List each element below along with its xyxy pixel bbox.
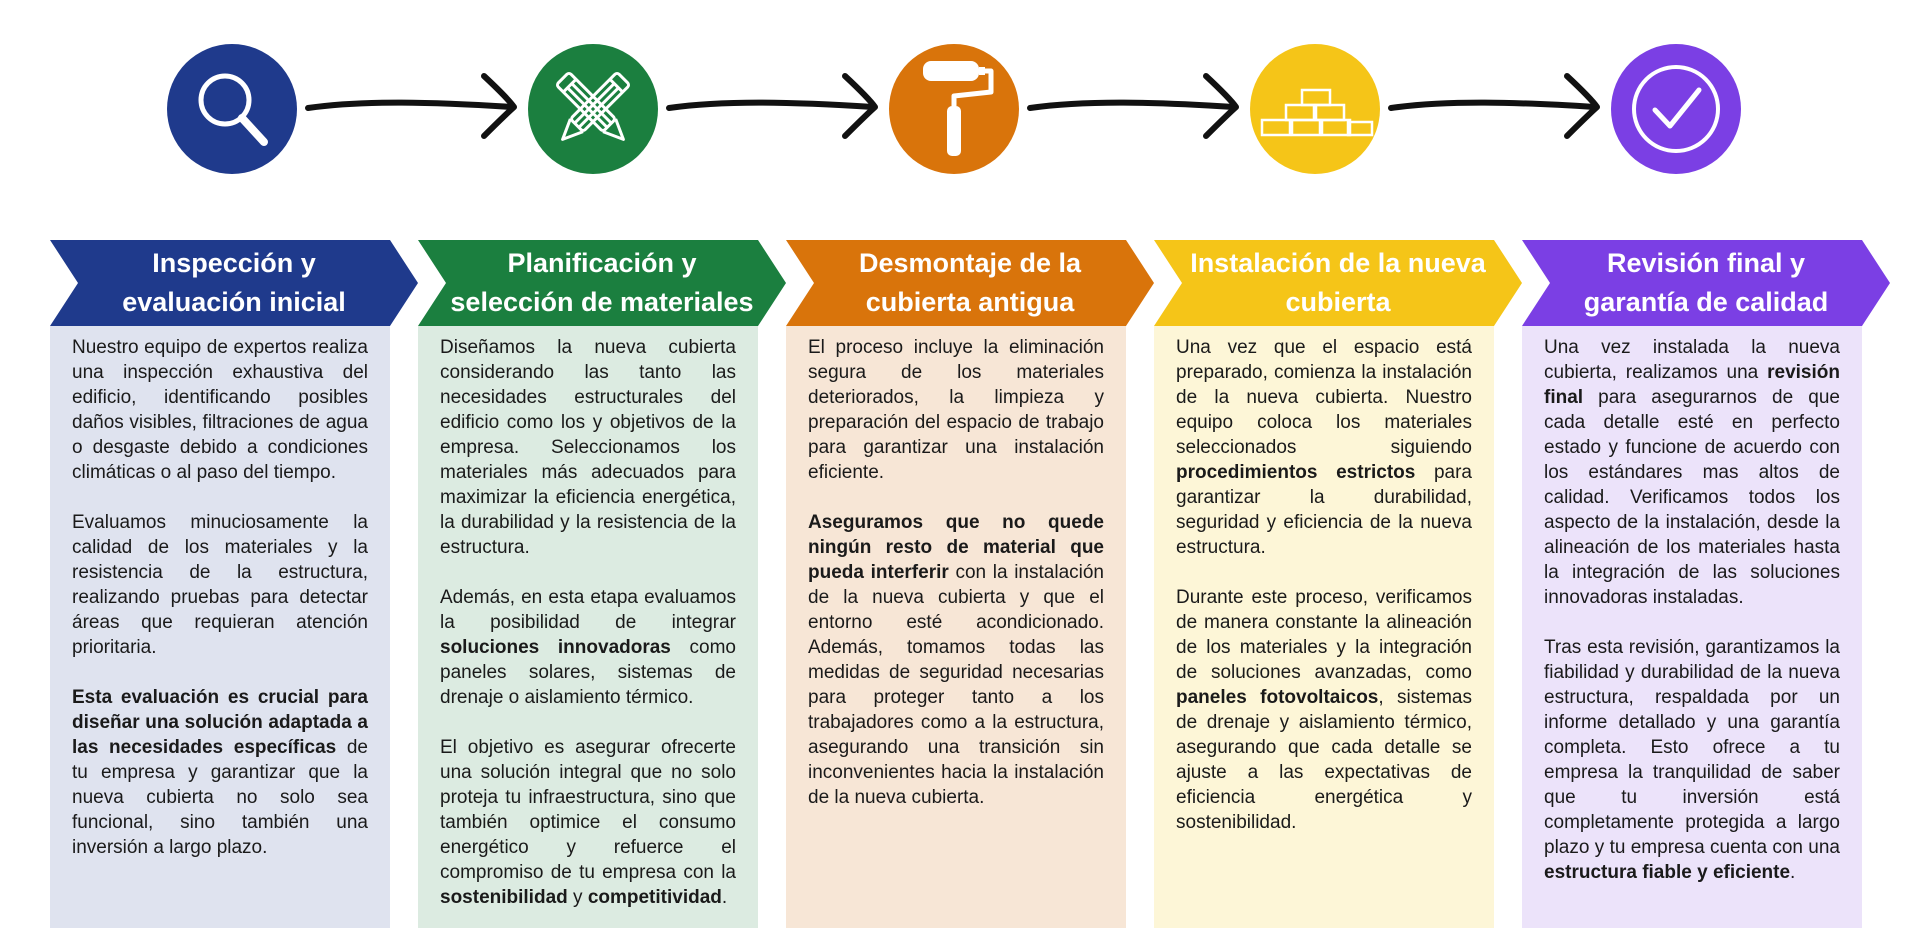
step-paragraph: Evaluamos minuciosamente la calidad de los materiales y la resistencia de la estructura, realizando pruebas para detectar áreas que requieran atención prioritaria. [72,512,368,658]
step-title: Planificación y selección de materiales [450,248,754,317]
arrow-right-icon [665,70,885,140]
step-paragraph: Esta evaluación es crucial para diseñar una solución adaptada a las necesidades específicas de tu empresa y garantizar que la nueva cubierta no solo sea funcional, sino también una inversión a largo plazo. [72,687,368,858]
step-header [1154,240,1522,326]
bricks-icon [1250,44,1380,174]
step-description [1154,326,1494,928]
step-description [50,326,390,928]
process-icon-row [0,0,1920,200]
step-paragraph: El objetivo es asegurar ofrecerte una solución integral que no solo proteja tu infraestructura, sino que también optimice el consumo energético y refuerce el compromiso de tu empresa con la sostenibilidad y competitividad. [440,737,736,908]
step-column [1522,240,1862,928]
step-header [50,240,418,326]
step-column [50,240,390,928]
step-description [786,326,1126,928]
step-paragraph: Diseñamos la nueva cubierta considerando las tanto las necesidades estructurales del edificio como los y objetivos de la empresa. Seleccionamos los materiales más adecuados para maximizar la eficiencia energética, la durabilidad y la resistencia de la estructura. [440,337,736,558]
magnifier-icon [167,44,297,174]
step-title: Inspección y evaluación inicial [122,248,346,317]
step-header [418,240,786,326]
arrow-right-icon [1026,70,1246,140]
step-paragraph: Nuestro equipo de expertos realiza una inspección exhaustiva del edificio, identificando posibles daños visibles, filtraciones de agua o desgaste debido a condiciones climáticas o al paso del tiempo. [72,337,368,483]
step-column [1154,240,1494,928]
step-paragraph: Aseguramos que no quede ningún resto de material que pueda interferir con la instalación de la nueva cubierta y que el entorno esté acondicionado. Además, tomamos todas las medidas de seguridad necesarias para proteger tanto a los trabajadores como a la estructura, asegurando una transición sin inconvenientes hacia la instalación de la nueva cubierta. [808,512,1104,808]
step-header [1522,240,1890,326]
paint-roller-icon [889,44,1019,174]
step-column [418,240,758,928]
step-header [786,240,1154,326]
step-paragraph: Una vez instalada la nueva cubierta, realizamos una revisión final para asegurarnos de que cada detalle esté en perfecto estado y funcione de acuerdo con los estándares mas altos de calidad. Verificamos todos los aspecto de la instalación, desde la alineación de los materiales hasta la integración de las soluciones innovadoras instaladas. [1544,337,1840,608]
checkmark-icon [1611,44,1741,174]
step-paragraph: Además, en esta etapa evaluamos la posibilidad de integrar soluciones innovadoras como paneles solares, sistemas de drenaje o aislamiento térmico. [440,587,736,708]
step-description [418,326,758,928]
step-column [786,240,1126,928]
step-title: Revisión final y garantía de calidad [1583,248,1829,317]
step-title: Instalación de la nueva cubierta [1190,248,1486,317]
step-title: Desmontaje de la cubierta antigua [858,248,1082,317]
step-description [1522,326,1862,928]
arrow-right-icon [304,70,524,140]
step-paragraph: El proceso incluye la eliminación segura de los materiales deteriorados, la limpieza y preparación del espacio de trabajo para garantizar una instalación eficiente. [808,337,1104,483]
step-paragraph: Durante este proceso, verificamos de manera constante la alineación de los materiales y la integración de soluciones avanzadas, como paneles fotovoltaicos, sistemas de drenaje y aislamiento térmico, asegurando que cada detalle se ajuste a las expectativas de eficiencia energética y sostenibilidad. [1176,587,1472,833]
step-paragraph: Una vez que el espacio está preparado, comienza la instalación de la nueva cubierta. Nuestro equipo coloca los materiales seleccionados siguiendo procedimientos estrictos para garantizar la durabilidad, seguridad y eficiencia de la nueva estructura. [1176,337,1473,558]
step-paragraph: Tras esta revisión, garantizamos la fiabilidad y durabilidad de la nueva estructura, respaldada por un informe detallado y una garantía completa. Esto ofrece a tu empresa la tranquilidad de saber que tu inversión está completamente protegida a largo plazo y tu empresa cuenta con una estructura fiable y eficiente. [1544,637,1840,883]
crossed-pencils-icon [528,44,658,174]
arrow-right-icon [1387,70,1607,140]
